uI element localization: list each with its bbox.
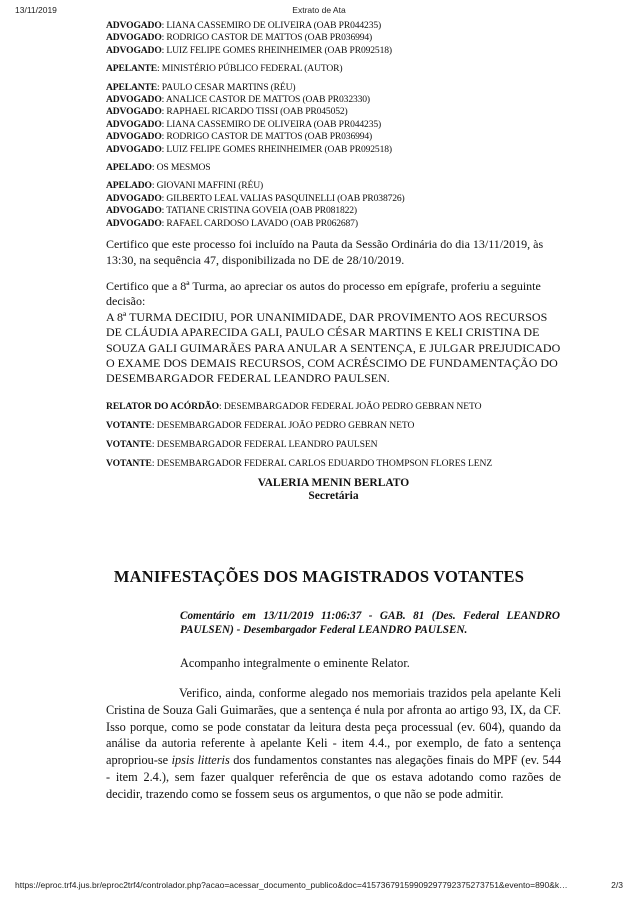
party-name: : RAFAEL CARDOSO LAVADO (OAB PR062687) [161,217,358,229]
party-role: ADVOGADO [106,20,162,31]
party-role: ADVOGADO [106,143,162,155]
judge-row [106,420,561,432]
party-name: : GILBERTO LEAL VALIAS PASQUINELLI (OAB PR038726) [161,192,405,204]
party-name: : LUIZ FELIPE GOMES RHEINHEIMER (OAB PR092518) [161,44,392,56]
party-line [106,82,561,94]
judge-role: VOTANTE [106,419,152,431]
parties-list [106,20,561,230]
party-line [106,32,561,44]
party-name: : OS MESMOS [151,162,211,174]
page-number: 2/3 [611,880,623,890]
party-role: ADVOGADO [106,118,162,130]
party-line [106,63,561,75]
party-name: : TATIANE CRISTINA GOVEIA (OAB PR081822) [161,205,357,217]
party-line [106,45,561,57]
comment-text-before: Verifico, ainda, conforme alegado nos memoriais trazidos pela apelante Keli Cristina de Souza Gali Guimarães, que a sentença é nula por afronta ao artigo 93, IX, da CF. Isso porque, como se pode constatar da leitura desta peça processual (ev. 604), quando da análise da autoria referente à apelante Keli - item 4.4., por exemplo, de fato a sentença apropriou-se [106,686,561,768]
party-group [106,20,561,57]
party-group [106,180,561,230]
certification-agenda: Certifico que este processo foi incluído na Pauta da Sessão Ordinária do dia 13/11/2019, às 13:30, na sequência 47, disponibilizada no DE de 28/10/2019. [106,237,544,267]
party-role: ADVOGADO [106,106,162,118]
party-role: APELADO [106,162,152,174]
party-name: : LIANA CASSEMIRO DE OLIVEIRA (OAB PR044235) [161,20,382,31]
party-role: APELADO [106,180,152,192]
print-header [0,5,638,17]
signature-name: VALERIA MENIN BERLATO [257,476,410,489]
document-content [106,20,561,503]
party-name: : RAPHAEL RICARDO TISSI (OAB PR045052) [161,106,348,118]
party-line [106,131,561,143]
party-line [106,94,561,106]
judge-role: VOTANTE [106,438,152,450]
judges-list [106,401,561,470]
party-line [106,180,561,192]
party-line [106,218,561,230]
print-date: 13/11/2019 [15,5,57,15]
party-name: : RODRIGO CASTOR DE MATTOS (OAB PR036994) [161,32,373,44]
party-role: ADVOGADO [106,217,162,229]
party-group [106,82,561,156]
judge-row [106,458,561,470]
signature-title: Secretária [308,489,359,502]
comment-text-after: dos fundamentos constantes nas alegações finais do MPF (ev. 544 - item 2.4.), sem fazer qualquer referência de que os estava adotando como razões de decidir, trazendo como se fossem seus os argumentos, o que não se pode admitir. [106,753,561,801]
judge-name: : DESEMBARGADOR FEDERAL LEANDRO PAULSEN [151,438,378,450]
judge-name: : DESEMBARGADOR FEDERAL JOÃO PEDRO GEBRAN NETO [218,400,482,412]
party-line [106,119,561,131]
comment-latin-phrase: ipsis litteris [171,753,230,768]
party-group [106,162,561,174]
party-name: : LUIZ FELIPE GOMES RHEINHEIMER (OAB PR092518) [161,143,392,155]
section-title: MANIFESTAÇÕES DOS MAGISTRADOS VOTANTES [113,567,525,586]
print-title: Extrato de Ata [292,5,346,15]
party-line [106,193,561,205]
judge-row [106,439,561,451]
party-role: ADVOGADO [106,44,162,56]
decision-text: A 8ª TURMA DECIDIU, POR UNANIMIDADE, DAR PROVIMENTO AOS RECURSOS DE CLÁUDIA APARECIDA GALI, PAULO CÉSAR MARTINS E KELI CRISTINA DE SOUZA GALI GUIMARÃES PARA ANULAR A SENTENÇA, E JULGAR PREJUDICADO O EXAME DOS DEMAIS RECURSOS, COM ACRÉSCIMO DE FUNDAMENTAÇÃO DO DESEMBARGADOR FEDERAL LEANDRO PAULSEN. [106,309,561,386]
party-name: : PAULO CESAR MARTINS (RÉU) [157,81,296,93]
judge-row [106,401,561,413]
party-name: : ANALICE CASTOR DE MATTOS (OAB PR032330) [161,94,370,106]
party-role: APELANTE [106,63,158,75]
judge-role: VOTANTE [106,457,152,469]
judge-name: : DESEMBARGADOR FEDERAL JOÃO PEDRO GEBRAN NETO [151,419,415,431]
party-line [106,20,561,32]
judge-role: RELATOR DO ACÓRDÃO [106,400,219,412]
party-line [106,106,561,118]
print-footer [0,880,638,892]
comment-paragraph-2 [106,685,561,803]
party-line [106,162,561,174]
certification-intro: Certifico que a 8ª Turma, ao apreciar os autos do processo em epígrafe, proferiu a seguinte decisão: [106,278,541,309]
signature-block [106,477,561,503]
party-name: : LIANA CASSEMIRO DE OLIVEIRA (OAB PR044235) [161,118,382,130]
party-line [106,205,561,217]
party-role: ADVOGADO [106,94,162,106]
party-role: ADVOGADO [106,131,162,143]
judge-name: : DESEMBARGADOR FEDERAL CARLOS EDUARDO THOMPSON FLORES LENZ [151,457,493,469]
party-name: : RODRIGO CASTOR DE MATTOS (OAB PR036994) [161,131,373,143]
certification-decision [106,279,561,387]
party-name: : MINISTÉRIO PÚBLICO FEDERAL (AUTOR) [157,63,343,75]
party-role: ADVOGADO [106,192,162,204]
party-group [106,63,561,75]
comment-paragraph-1: Acompanho integralmente o eminente Relator. [180,656,410,670]
comment-header: Comentário em 13/11/2019 11:06:37 - GAB. 81 (Des. Federal LEANDRO PAULSEN) - Desembargador Federal LEANDRO PAULSEN. [180,610,560,636]
party-name: : GIOVANI MAFFINI (RÉU) [151,180,264,192]
party-line [106,144,561,156]
document-url: https://eproc.trf4.jus.br/eproc2trf4/controlador.php?acao=acessar_documento_publico&doc=41573679159909297792375273751&evento=890&k… [15,880,568,890]
party-role: APELANTE [106,81,158,93]
party-role: ADVOGADO [106,205,162,217]
party-role: ADVOGADO [106,32,162,44]
